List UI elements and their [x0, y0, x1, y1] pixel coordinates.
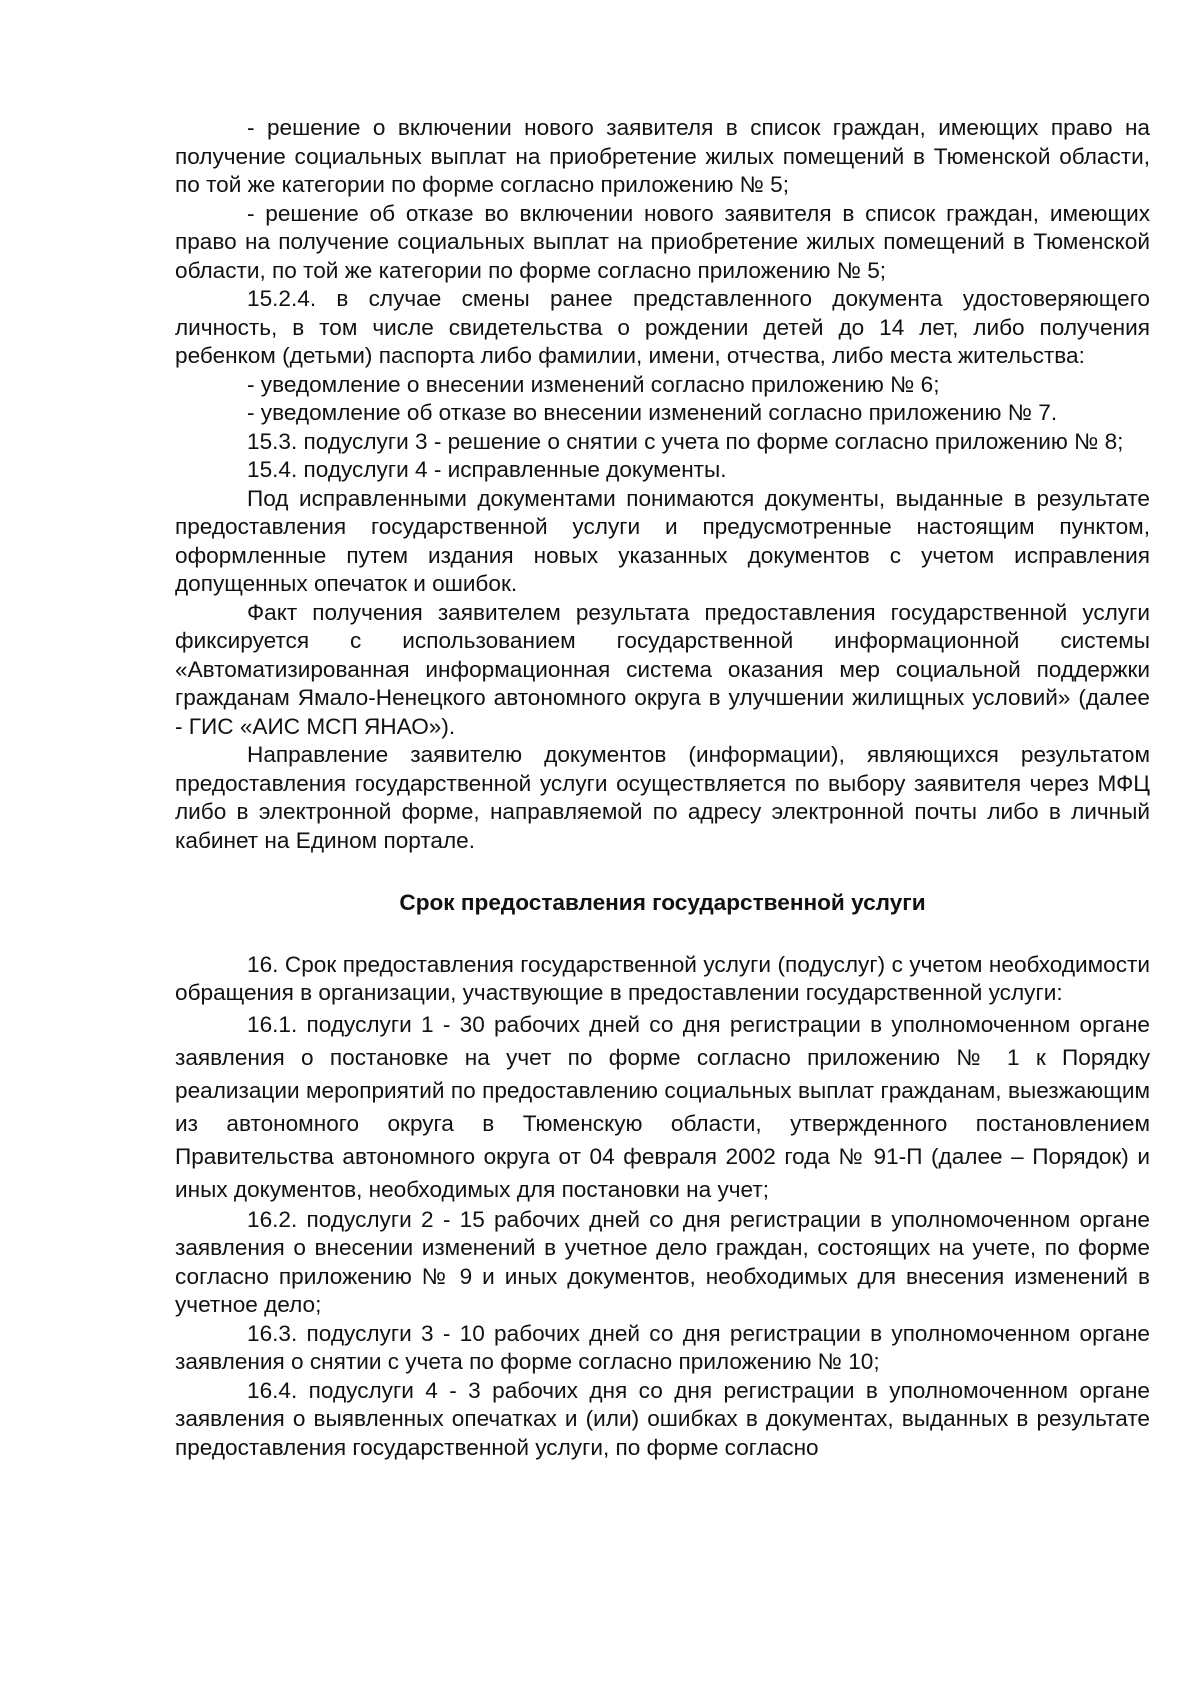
paragraph-notice-refusal-changes: - уведомление об отказе во внесении изменений согласно приложению № 7.: [247, 400, 1058, 425]
document-page: [175, 114, 1150, 1462]
paragraph-16-2: 16.2. подуслуги 2 - 15 рабочих дней со дня регистрации в уполномоченном органе заявления о внесении изменений в учетное дело граждан, состоящих на учете, по форме согласно приложению № 9 и иных документов, необходимых для внесения изменений в учетное дело;: [175, 1206, 1150, 1317]
paragraph-decision-inclusion: - решение о включении нового заявителя в список граждан, имеющих право на получение социальных выплат на приобретение жилых помещений в Тюменской области, по той же категории по форме согласно приложению № 5;: [175, 115, 1150, 197]
section-heading: Срок предоставления государственной услуги: [399, 890, 926, 915]
paragraph-16: 16. Срок предоставления государственной услуги (подуслуг) с учетом необходимости обращения в организации, участвующие в предоставлении государственной услуги:: [175, 951, 1150, 1005]
paragraph-corrected-documents: Под исправленными документами понимаются документы, выданные в результате предоставления государственной услуги и предусмотренные настоящим пунктом, оформленные путем издания новых указанных документов с учетом исправления допущенных опечаток и ошибок.: [175, 485, 1150, 596]
paragraph-result-fact: Факт получения заявителем результата предоставления государственной услуги фиксируется с использованием государственной информационной системы «Автоматизированная информационная система оказания мер социальной поддержки гражданам Ямало-Ненецкого автономного округа в улучшении жилищных условий» (далее - ГИС «АИС МСП ЯНАО»).: [175, 599, 1150, 739]
paragraph-16-4: 16.4. подуслуги 4 - 3 рабочих дня со дня регистрации в уполномоченном органе заявления о выявленных опечатках и (или) ошибках в документах, выданных в результате предоставления государственной услуги, по форме согласно: [175, 1377, 1150, 1460]
paragraph-16-1: 16.1. подуслуги 1 - 30 рабочих дней со дня регистрации в уполномоченном органе заявления о постановке на учет по форме согласно приложению № 1 к Порядку реализации мероприятий по предоставлению социальных выплат гражданам, выезжающим из автономного округа в Тюменскую области, утвержденного постановлением Правительства автономного округа от 04 февраля 2002 года № 91-П (далее – Порядок) и иных документов, необходимых для постановки на учет;: [175, 1011, 1150, 1202]
paragraph-decision-refusal: - решение об отказе во включении нового заявителя в список граждан, имеющих право на получение социальных выплат на приобретение жилых помещений в Тюменской области, по той же категории по форме согласно приложению № 5;: [175, 200, 1150, 283]
paragraph-15-3: 15.3. подуслуги 3 - решение о снятии с учета по форме согласно приложению № 8;: [247, 428, 1124, 454]
paragraph-15-4: 15.4. подуслуги 4 - исправленные документы.: [247, 457, 727, 482]
paragraph-16-3: 16.3. подуслуги 3 - 10 рабочих дней со дня регистрации в уполномоченном органе заявления о снятии с учета по форме согласно приложению № 10;: [175, 1320, 1150, 1374]
paragraph-document-delivery: Направление заявителю документов (информации), являющихся результатом предоставления государственной услуги осуществляется по выбору заявителя через МФЦ либо в электронной форме, направляемой по адресу электронной почты либо в личный кабинет на Едином портале.: [175, 742, 1150, 853]
paragraph-15-2-4: 15.2.4. в случае смены ранее представленного документа удостоверяющего личность, в том числе свидетельства о рождении детей до 14 лет, либо получения ребенком (детьми) паспорта либо фамилии, имени, отчества, либо места жительства:: [175, 286, 1150, 368]
paragraph-notice-changes: - уведомление о внесении изменений согласно приложению № 6;: [247, 371, 940, 397]
